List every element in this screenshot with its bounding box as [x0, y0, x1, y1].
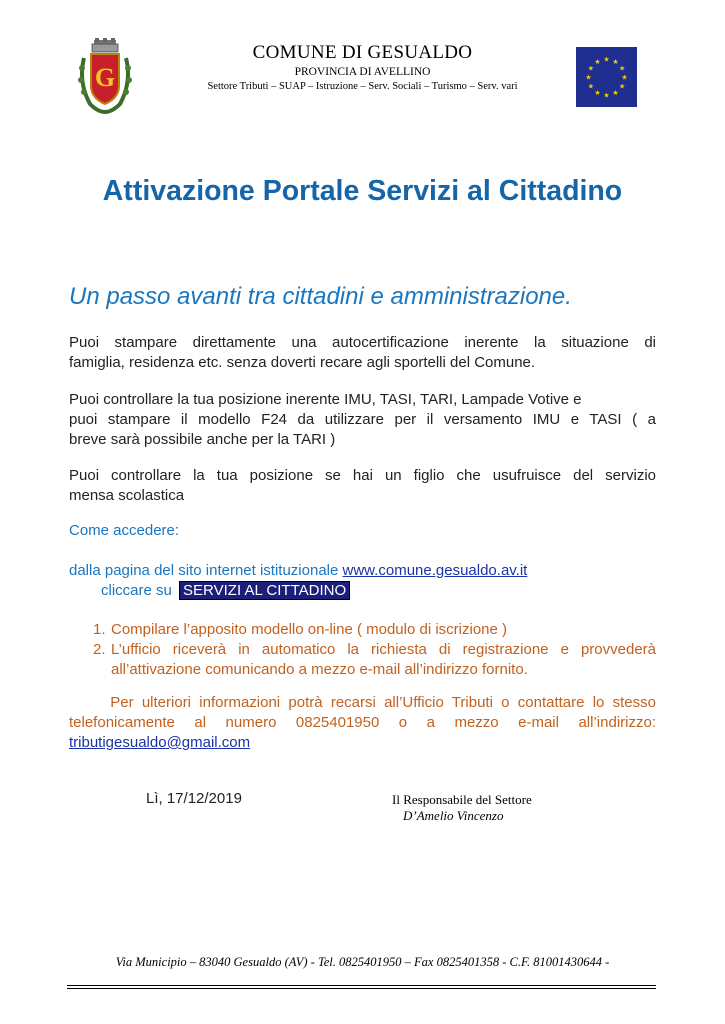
paragraph-line: Puoi controllare la tua posizione inerente IMU, TASI, TARI, Lampade Votive e — [69, 391, 582, 408]
paragraph-line: famiglia, residenza etc. senza doverti recare agli sportelli del Comune. — [69, 354, 536, 371]
eu-star-icon: ★ — [594, 58, 601, 66]
eu-star-icon: ★ — [603, 56, 610, 64]
step-number: 2. — [93, 641, 106, 658]
step-text: all’attivazione comunicando a mezzo e-mail all’indirizzo fornito. — [111, 661, 528, 678]
eu-star-icon: ★ — [587, 83, 595, 91]
footer-divider — [67, 985, 656, 986]
eu-star-icon: ★ — [585, 74, 592, 82]
eu-star-icon: ★ — [587, 65, 595, 73]
paragraph-line: breve sarà possibile anche per la TARI ) — [69, 431, 336, 448]
email-link[interactable]: tributigesualdo@gmail.com — [69, 734, 251, 751]
footer-text: Via Municipio – 83040 Gesualdo (AV) - Tel. 0825401950 – Fax 0825401358 - C.F. 81001430644 - — [115, 955, 610, 969]
access-line — [69, 562, 527, 579]
step-text: Compilare l’apposito modello on-line ( modulo di iscrizione ) — [111, 621, 508, 638]
paragraph-line: mensa scolastica — [69, 487, 185, 504]
paragraph-line: Puoi stampare direttamente una autocertificazione inerente la situazione di — [69, 334, 656, 351]
click-prefix: cliccare su — [101, 582, 177, 599]
coat-letter: G — [94, 63, 116, 92]
header-subtitle: PROVINCIA DI AVELLINO — [294, 66, 431, 78]
paragraph-line: puoi stampare il modello F24 da utilizzare per il versamento IMU e TASI ( a — [69, 411, 656, 428]
access-prefix: dalla pagina del sito internet istituzionale — [69, 562, 343, 579]
access-label: Come accedere: — [69, 522, 180, 539]
site-link[interactable]: www.comune.gesualdo.av.it — [342, 562, 528, 579]
main-title: Attivazione Portale Servizi al Cittadino — [102, 175, 623, 207]
signature-name: D’Amelio Vincenzo — [403, 808, 504, 823]
click-line — [101, 582, 349, 599]
header-sectors: Settore Tributi – SUAP – Istruzione – Serv. Sociali – Turismo – Serv. vari — [207, 81, 518, 92]
eu-flag-icon — [576, 47, 637, 107]
eu-star-icon: ★ — [612, 90, 619, 98]
paragraph-line: Puoi controllare la tua posizione se hai un figlio che usufruisce del servizio — [69, 467, 656, 484]
eu-star-icon: ★ — [612, 58, 619, 66]
header-title: COMUNE DI GESUALDO — [252, 42, 473, 63]
info-line: telefonicamente al numero 0825401950 o a mezzo e-mail all’indirizzo: — [69, 714, 656, 731]
info-line: Per ulteriori informazioni potrà recarsi all’Ufficio Tributi o contattare lo stesso — [69, 694, 656, 711]
tagline: Un passo avanti tra cittadini e amministrazione. — [69, 283, 572, 310]
eu-star-icon: ★ — [594, 90, 601, 98]
eu-star-icon: ★ — [618, 65, 626, 73]
signature-role: Il Responsabile del Settore — [392, 792, 532, 807]
paragraph-tributi — [69, 390, 656, 450]
eu-star-icon: ★ — [621, 74, 628, 82]
date: Lì, 17/12/2019 — [146, 790, 242, 807]
eu-star-icon: ★ — [618, 83, 626, 91]
step-text: L’ufficio riceverà in automatico la richiesta di registrazione e provvederà — [111, 641, 656, 658]
paragraph-autocertificazione — [69, 333, 656, 373]
servizi-al-cittadino-button[interactable]: SERVIZI AL CITTADINO — [180, 582, 349, 599]
info-paragraph — [69, 693, 656, 733]
paragraph-mensa — [69, 466, 656, 506]
step-number: 1. — [93, 621, 106, 638]
eu-star-icon: ★ — [603, 92, 610, 100]
footer-divider — [67, 988, 656, 989]
